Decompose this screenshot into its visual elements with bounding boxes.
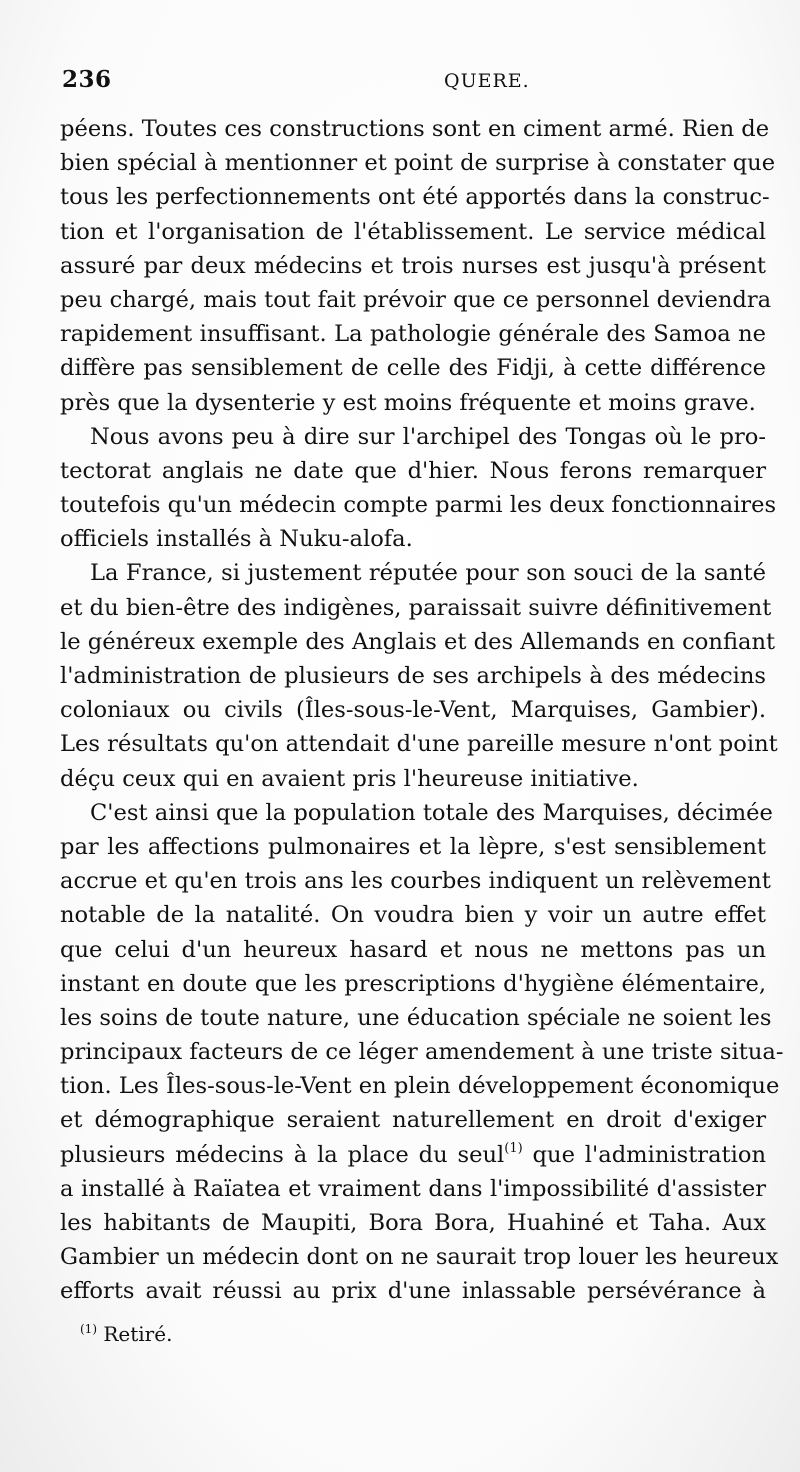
text-line: assuré par deux médecins et trois nurses est jusqu'à présent (60, 252, 766, 279)
body-text (60, 112, 784, 1309)
text-line: C'est ainsi que la population totale des Marquises, décimée (90, 799, 773, 826)
text-line: par les affections pulmonaires et la lèpre, s'est sensiblement (60, 833, 766, 860)
text-line: Nous avons peu à dire sur l'archipel des Tongas où le pro- (90, 423, 766, 450)
text-line: a installé à Raïatea et vraiment dans l'impossibilité d'assister (60, 1175, 766, 1202)
text-line: et du bien-être des indigènes, paraissait suivre définitivement (60, 594, 772, 621)
page-number: 236 (62, 66, 112, 93)
text-line: les habitants de Maupiti, Bora Bora, Huahiné et Taha. Aux (60, 1210, 766, 1236)
text-line: La France, si justement réputée pour son souci de la santé (90, 560, 766, 587)
text-line: officiels installés à Nuku-alofa. (60, 526, 413, 553)
text-line: les soins de toute nature, une éducation spéciale ne soient les (60, 1004, 772, 1031)
running-head: QUERE. (444, 70, 530, 92)
text-line: accrue et qu'en trois ans les courbes indiquent un relèvement (60, 868, 771, 895)
footnote-marker: (1) (80, 1322, 97, 1336)
text-line: notable de la natalité. On voudra bien y voir un autre effet (60, 902, 766, 929)
text-line: que celui d'un heureux hasard et nous ne mettons pas un (60, 936, 766, 963)
text-segment: plusieurs médecins à la place du seul (60, 1141, 505, 1168)
text-line: principaux facteurs de ce léger amendement à une triste situa- (60, 1039, 784, 1066)
footnote-text: Retiré. (97, 1322, 173, 1346)
text-line: tectorat anglais ne date que d'hier. Nous ferons remarquer (60, 457, 766, 484)
page-header (62, 66, 762, 106)
text-line: péens. Toutes ces constructions sont en ciment armé. Rien de (60, 116, 770, 142)
text-line: tion. Les Îles-sous-le-Vent en plein développement économique (60, 1073, 780, 1100)
text-line: tion et l'organisation de l'établissement. Le service médical (60, 218, 766, 245)
text-line: le généreux exemple des Anglais et des Allemands en confiant (60, 628, 776, 655)
text-line: tous les perfectionnements ont été apportés dans la construc- (60, 184, 770, 211)
text-line: efforts avait réussi au prix d'une inlassable persévérance à (60, 1278, 766, 1305)
text-line: l'administration de plusieurs de ses archipels à des médecins (60, 663, 766, 689)
text-line: coloniaux ou civils (Îles-sous-le-Vent, Marquises, Gambier). (60, 697, 766, 724)
text-segment: que l'administration (522, 1141, 767, 1168)
text-line: Gambier un médecin dont on ne saurait trop louer les heureux (60, 1244, 779, 1271)
text-line: bien spécial à mentionner et point de surprise à constater que (60, 150, 776, 177)
text-line: instant en doute que les prescriptions d'hygiène élémentaire, (60, 970, 766, 997)
footnote (80, 1322, 172, 1346)
text-line: peu chargé, mais tout fait prévoir que ce personnel deviendra (60, 286, 772, 313)
footnote-reference[interactable]: (1) (504, 1140, 523, 1156)
text-line: déçu ceux qui en avaient pris l'heureuse initiative. (60, 765, 639, 792)
text-line: toutefois qu'un médecin compte parmi les deux fonctionnaires (60, 492, 777, 519)
text-line: rapidement insuffisant. La pathologie générale des Samoa ne (60, 321, 766, 348)
text-line: diffère pas sensiblement de celle des Fidji, à cette différence (60, 355, 766, 382)
text-line-with-note (60, 1138, 766, 1172)
text-line: près que la dysenterie y est moins fréquente et moins grave. (60, 389, 756, 416)
text-line: et démographique seraient naturellement en droit d'exiger (60, 1107, 766, 1134)
text-line: Les résultats qu'on attendait d'une pareille mesure n'ont point (60, 731, 778, 758)
